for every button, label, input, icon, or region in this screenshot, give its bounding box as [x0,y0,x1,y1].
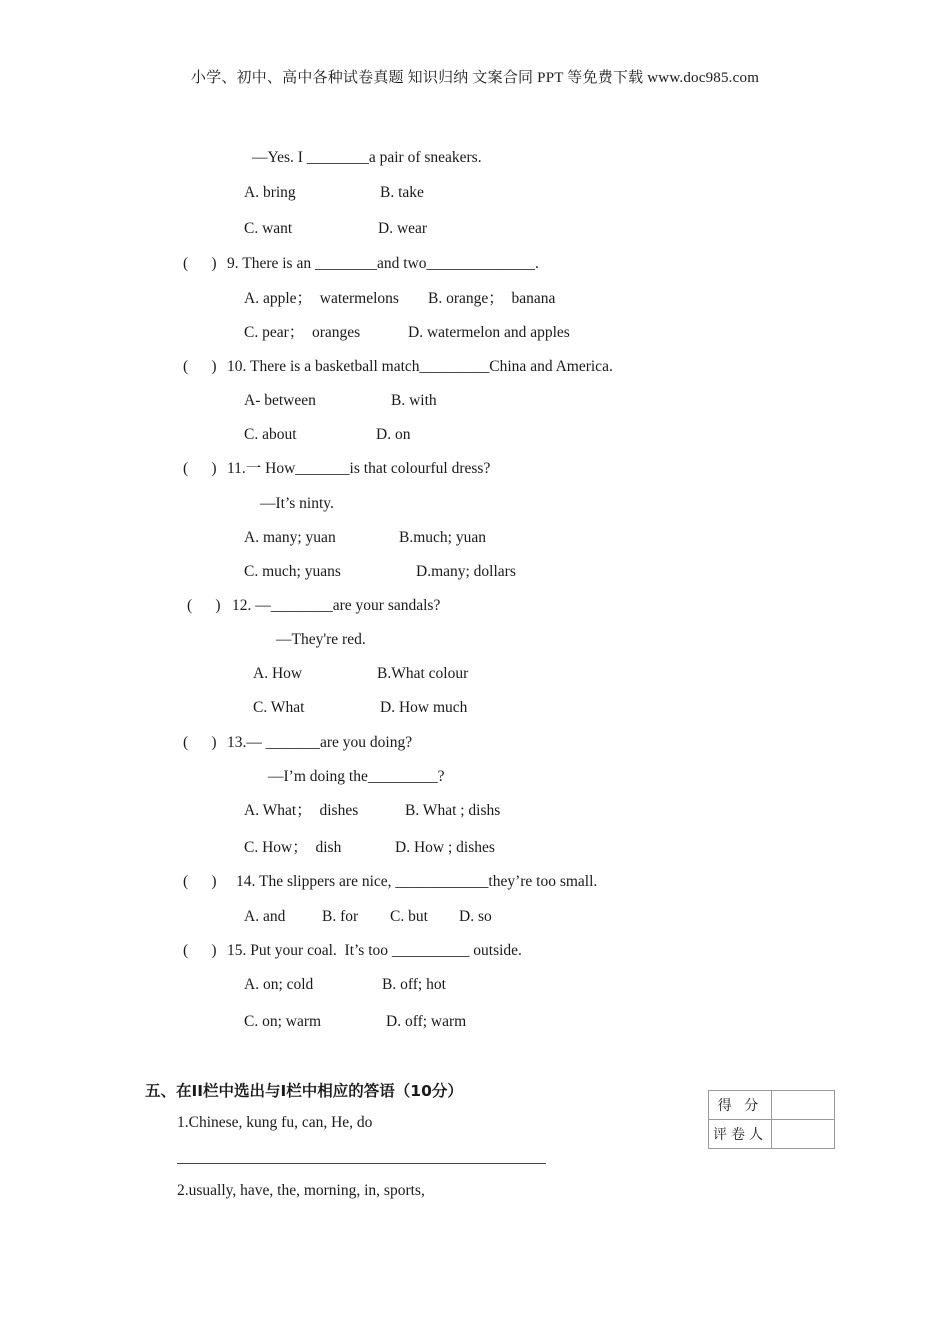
q13-answer: —I’m doing the_________? [268,768,445,785]
q10-option-c: C. about [244,426,297,443]
q8-option-b: B. take [380,184,424,201]
q12-option-c: C. What [253,699,305,716]
q9-option-a: A. apple； watermelons [244,290,399,307]
q10-option-d: D. on [376,426,411,443]
q9-option-c: C. pear； oranges [244,324,361,341]
q15-option-a: A. on; cold [244,976,314,993]
q12-option-b: B.What colour [377,665,469,682]
section-5-title: 五、在II栏中选出与I栏中相应的答语（10分） [145,1082,463,1100]
q12-option-d: D. How much [380,699,468,716]
q14-option-a: A. and [244,908,286,925]
score-value-cell [772,1091,835,1120]
q14-answer-bracket: ( ) [183,873,217,890]
q9-stem: 9. There is an ________and two______________. [227,255,539,272]
q15-option-b: B. off; hot [382,976,446,993]
score-label: 得 分 [709,1091,772,1120]
q13-stem: 13.— _______are you doing? [227,734,413,751]
score-box [708,1090,835,1149]
q14-stem: 14. The slippers are nice, ____________they’re too small. [236,873,598,890]
q15-option-c: C. on; warm [244,1013,322,1030]
q14-option-c: C. but [390,908,428,925]
q15-option-d: D. off; warm [386,1013,467,1030]
q15-stem: 15. Put your coal. It’s too __________ outside. [227,942,522,959]
page-header: 小学、初中、高中各种试卷真题 知识归纳 文案合同 PPT 等免费下载 www.doc985.com [190,70,760,86]
q8-option-c: C. want [244,220,293,237]
q15-answer-bracket: ( ) [183,942,217,959]
q8-answer: —Yes. I ________a pair of sneakers. [252,149,482,166]
q11-option-d: D.many; dollars [416,563,516,580]
q10-answer-bracket: ( ) [183,358,217,375]
q11-option-c: C. much; yuans [244,563,341,580]
q13-answer-bracket: ( ) [183,734,217,751]
answer-line [177,1163,546,1164]
q11-answer: —It’s ninty. [260,495,334,512]
q13-option-a: A. What； dishes [244,802,359,819]
q9-option-d: D. watermelon and apples [408,324,570,341]
q10-option-b: B. with [391,392,437,409]
q10-option-a: A- between [244,392,316,409]
q14-option-d: D. so [459,908,492,925]
q11-stem: 11.一 How_______is that colourful dress? [227,460,491,477]
q12-answer: —They're red. [276,631,366,648]
section-5-item-2: 2.usually, have, the, morning, in, sports, [177,1182,425,1199]
q10-stem: 10. There is a basketball match_________China and America. [227,358,613,375]
q13-option-b: B. What ; dishs [405,802,501,819]
q12-option-a: A. How [253,665,303,682]
q9-option-b: B. orange； banana [428,290,556,307]
q12-stem: 12. —________are your sandals? [232,597,441,614]
q12-answer-bracket: ( ) [187,597,221,614]
grader-value-cell [772,1120,835,1149]
q9-answer-bracket: ( ) [183,255,217,272]
q8-option-a: A. bring [244,184,296,201]
q13-option-d: D. How ; dishes [395,839,495,856]
q13-option-c: C. How； dish [244,839,342,856]
q14-option-b: B. for [322,908,359,925]
section-5-item-1: 1.Chinese, kung fu, can, He, do [177,1114,373,1131]
grader-label: 评卷人 [709,1120,772,1149]
q11-answer-bracket: ( ) [183,460,217,477]
q11-option-a: A. many; yuan [244,529,336,546]
q8-option-d: D. wear [378,220,428,237]
q11-option-b: B.much; yuan [399,529,486,546]
